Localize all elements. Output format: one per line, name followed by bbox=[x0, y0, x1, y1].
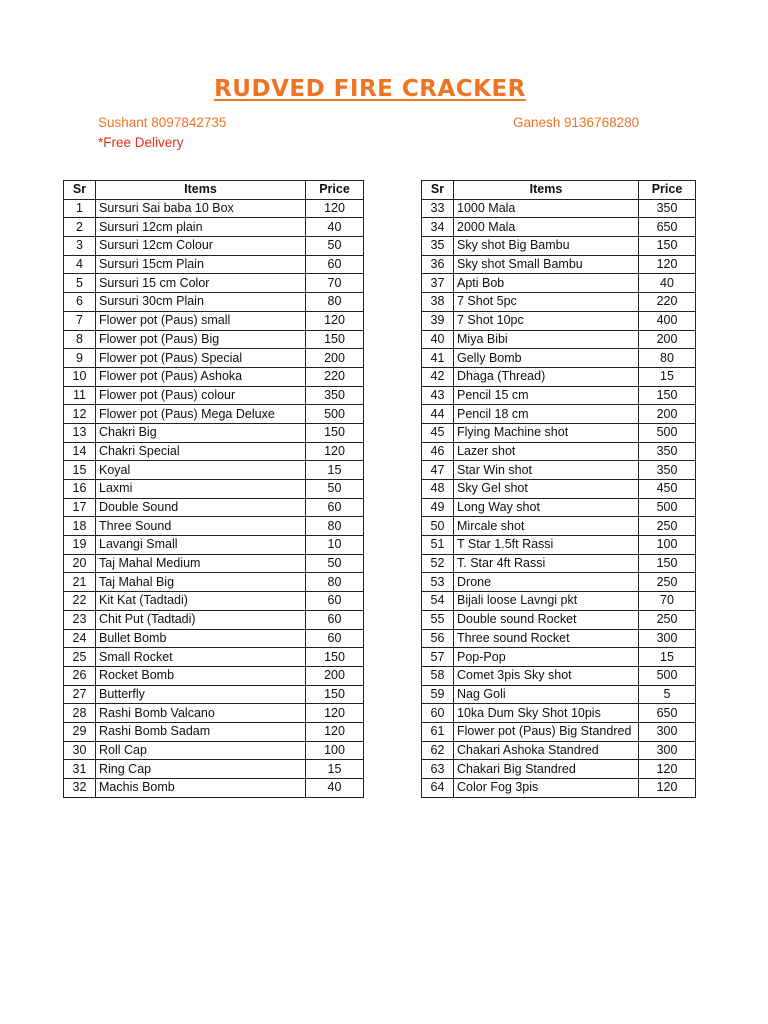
item-cell: Sursuri 15cm Plain bbox=[96, 255, 306, 274]
price-cell: 150 bbox=[306, 685, 364, 704]
item-cell: Color Fog 3pis bbox=[454, 779, 639, 798]
table-row bbox=[422, 330, 696, 349]
sr-cell: 64 bbox=[422, 779, 454, 798]
price-cell: 100 bbox=[306, 741, 364, 760]
item-cell: Apti Bob bbox=[454, 274, 639, 293]
item-cell: 7 Shot 10pc bbox=[454, 311, 639, 330]
sr-cell: 19 bbox=[64, 536, 96, 555]
right-table-body bbox=[422, 199, 696, 797]
price-cell: 40 bbox=[639, 274, 696, 293]
sr-cell: 28 bbox=[64, 704, 96, 723]
table-row bbox=[422, 218, 696, 237]
table-row bbox=[422, 386, 696, 405]
price-cell: 150 bbox=[639, 237, 696, 256]
table-row bbox=[64, 779, 364, 798]
table-row bbox=[422, 461, 696, 480]
table-row bbox=[64, 498, 364, 517]
table-row bbox=[422, 442, 696, 461]
sr-cell: 37 bbox=[422, 274, 454, 293]
table-row bbox=[422, 704, 696, 723]
table-row bbox=[64, 573, 364, 592]
item-cell: 2000 Mala bbox=[454, 218, 639, 237]
price-cell: 350 bbox=[639, 461, 696, 480]
table-row bbox=[422, 349, 696, 368]
price-cell: 150 bbox=[639, 386, 696, 405]
price-cell: 500 bbox=[639, 423, 696, 442]
item-cell: Flower pot (Paus) Big bbox=[96, 330, 306, 349]
table-row bbox=[64, 423, 364, 442]
table-row bbox=[64, 666, 364, 685]
sr-cell: 12 bbox=[64, 405, 96, 424]
table-row bbox=[64, 330, 364, 349]
table-row bbox=[64, 517, 364, 536]
price-cell: 5 bbox=[639, 685, 696, 704]
table-row bbox=[64, 199, 364, 218]
price-cell: 80 bbox=[306, 293, 364, 312]
header-sr: Sr bbox=[64, 181, 96, 200]
sr-cell: 46 bbox=[422, 442, 454, 461]
header-sr: Sr bbox=[422, 181, 454, 200]
price-cell: 500 bbox=[639, 666, 696, 685]
table-row bbox=[64, 405, 364, 424]
sr-cell: 60 bbox=[422, 704, 454, 723]
price-cell: 70 bbox=[306, 274, 364, 293]
price-cell: 15 bbox=[639, 367, 696, 386]
sr-cell: 10 bbox=[64, 367, 96, 386]
item-cell: Star Win shot bbox=[454, 461, 639, 480]
price-cell: 200 bbox=[639, 330, 696, 349]
item-cell: Chakri Special bbox=[96, 442, 306, 461]
table-row bbox=[422, 573, 696, 592]
table-row bbox=[422, 648, 696, 667]
item-cell: Flower pot (Paus) Ashoka bbox=[96, 367, 306, 386]
item-cell: Pop-Pop bbox=[454, 648, 639, 667]
price-cell: 60 bbox=[306, 592, 364, 611]
price-cell: 300 bbox=[639, 629, 696, 648]
table-row bbox=[422, 685, 696, 704]
price-table-right bbox=[421, 180, 696, 798]
price-cell: 40 bbox=[306, 218, 364, 237]
sr-cell: 27 bbox=[64, 685, 96, 704]
table-row bbox=[422, 367, 696, 386]
table-row bbox=[64, 610, 364, 629]
item-cell: T. Star 4ft Rassi bbox=[454, 554, 639, 573]
price-cell: 150 bbox=[306, 330, 364, 349]
item-cell: Sky shot Small Bambu bbox=[454, 255, 639, 274]
item-cell: Lavangi Small bbox=[96, 536, 306, 555]
header-items: Items bbox=[96, 181, 306, 200]
price-cell: 60 bbox=[306, 498, 364, 517]
sr-cell: 57 bbox=[422, 648, 454, 667]
table-row bbox=[422, 199, 696, 218]
table-row bbox=[422, 405, 696, 424]
item-cell: Ring Cap bbox=[96, 760, 306, 779]
price-cell: 650 bbox=[639, 704, 696, 723]
table-row bbox=[422, 423, 696, 442]
item-cell: Flower pot (Paus) Mega Deluxe bbox=[96, 405, 306, 424]
price-cell: 80 bbox=[639, 349, 696, 368]
contact-ganesh: Ganesh 9136768280 bbox=[513, 115, 640, 130]
sr-cell: 53 bbox=[422, 573, 454, 592]
table-row bbox=[64, 592, 364, 611]
price-cell: 40 bbox=[306, 779, 364, 798]
sr-cell: 1 bbox=[64, 199, 96, 218]
sr-cell: 25 bbox=[64, 648, 96, 667]
item-cell: Small Rocket bbox=[96, 648, 306, 667]
price-cell: 60 bbox=[306, 610, 364, 629]
sr-cell: 61 bbox=[422, 722, 454, 741]
sr-cell: 9 bbox=[64, 349, 96, 368]
free-delivery-note: *Free Delivery bbox=[98, 135, 184, 150]
item-cell: Pencil 15 cm bbox=[454, 386, 639, 405]
price-cell: 200 bbox=[639, 405, 696, 424]
header-items: Items bbox=[454, 181, 639, 200]
table-row bbox=[422, 666, 696, 685]
sr-cell: 38 bbox=[422, 293, 454, 312]
table-row bbox=[64, 442, 364, 461]
sr-cell: 43 bbox=[422, 386, 454, 405]
item-cell: Sky Gel shot bbox=[454, 480, 639, 499]
table-row bbox=[64, 536, 364, 555]
table-row bbox=[422, 311, 696, 330]
price-cell: 500 bbox=[639, 498, 696, 517]
price-cell: 220 bbox=[306, 367, 364, 386]
item-cell: 7 Shot 5pc bbox=[454, 293, 639, 312]
sr-cell: 5 bbox=[64, 274, 96, 293]
sr-cell: 2 bbox=[64, 218, 96, 237]
sr-cell: 30 bbox=[64, 741, 96, 760]
header-price: Price bbox=[306, 181, 364, 200]
table-row bbox=[422, 741, 696, 760]
price-cell: 400 bbox=[639, 311, 696, 330]
price-cell: 300 bbox=[639, 722, 696, 741]
table-row bbox=[422, 293, 696, 312]
item-cell: Roll Cap bbox=[96, 741, 306, 760]
sr-cell: 22 bbox=[64, 592, 96, 611]
price-cell: 220 bbox=[639, 293, 696, 312]
sr-cell: 36 bbox=[422, 255, 454, 274]
price-cell: 15 bbox=[639, 648, 696, 667]
sr-cell: 11 bbox=[64, 386, 96, 405]
table-row bbox=[422, 610, 696, 629]
price-cell: 250 bbox=[639, 573, 696, 592]
table-row bbox=[64, 274, 364, 293]
table-row bbox=[64, 760, 364, 779]
item-cell: Kit Kat (Tadtadi) bbox=[96, 592, 306, 611]
table-row bbox=[422, 779, 696, 798]
price-cell: 120 bbox=[306, 722, 364, 741]
price-cell: 300 bbox=[639, 741, 696, 760]
price-cell: 60 bbox=[306, 629, 364, 648]
price-cell: 120 bbox=[639, 255, 696, 274]
sr-cell: 41 bbox=[422, 349, 454, 368]
price-cell: 350 bbox=[639, 442, 696, 461]
sr-cell: 42 bbox=[422, 367, 454, 386]
table-row bbox=[422, 255, 696, 274]
sr-cell: 14 bbox=[64, 442, 96, 461]
sr-cell: 18 bbox=[64, 517, 96, 536]
item-cell: Lazer shot bbox=[454, 442, 639, 461]
price-table-left bbox=[63, 180, 364, 798]
contact-sushant: Sushant 8097842735 bbox=[98, 115, 227, 130]
price-cell: 150 bbox=[306, 423, 364, 442]
price-cell: 120 bbox=[306, 704, 364, 723]
item-cell: T Star 1.5ft Rassi bbox=[454, 536, 639, 555]
item-cell: Dhaga (Thread) bbox=[454, 367, 639, 386]
table-row bbox=[64, 741, 364, 760]
item-cell: Gelly Bomb bbox=[454, 349, 639, 368]
table-row bbox=[422, 629, 696, 648]
sr-cell: 26 bbox=[64, 666, 96, 685]
sr-cell: 21 bbox=[64, 573, 96, 592]
sr-cell: 48 bbox=[422, 480, 454, 499]
item-cell: Koyal bbox=[96, 461, 306, 480]
item-cell: Chit Put (Tadtadi) bbox=[96, 610, 306, 629]
item-cell: Flower pot (Paus) Special bbox=[96, 349, 306, 368]
price-cell: 200 bbox=[306, 666, 364, 685]
price-cell: 80 bbox=[306, 517, 364, 536]
item-cell: 1000 Mala bbox=[454, 199, 639, 218]
item-cell: Chakari Big Standred bbox=[454, 760, 639, 779]
table-row bbox=[64, 311, 364, 330]
price-cell: 150 bbox=[306, 648, 364, 667]
item-cell: Butterfly bbox=[96, 685, 306, 704]
sr-cell: 63 bbox=[422, 760, 454, 779]
sr-cell: 35 bbox=[422, 237, 454, 256]
item-cell: Comet 3pis Sky shot bbox=[454, 666, 639, 685]
price-cell: 120 bbox=[306, 199, 364, 218]
item-cell: Double sound Rocket bbox=[454, 610, 639, 629]
sr-cell: 3 bbox=[64, 237, 96, 256]
item-cell: Sursuri 30cm Plain bbox=[96, 293, 306, 312]
table-row bbox=[64, 349, 364, 368]
price-cell: 50 bbox=[306, 480, 364, 499]
sr-cell: 31 bbox=[64, 760, 96, 779]
table-row bbox=[422, 592, 696, 611]
price-cell: 350 bbox=[306, 386, 364, 405]
sr-cell: 16 bbox=[64, 480, 96, 499]
sr-cell: 15 bbox=[64, 461, 96, 480]
sr-cell: 44 bbox=[422, 405, 454, 424]
table-row bbox=[64, 629, 364, 648]
table-row bbox=[64, 648, 364, 667]
left-table-body bbox=[64, 199, 364, 797]
item-cell: Sursuri Sai baba 10 Box bbox=[96, 199, 306, 218]
price-cell: 50 bbox=[306, 237, 364, 256]
price-cell: 120 bbox=[639, 760, 696, 779]
item-cell: Taj Mahal Big bbox=[96, 573, 306, 592]
price-cell: 650 bbox=[639, 218, 696, 237]
price-cell: 150 bbox=[639, 554, 696, 573]
item-cell: Bullet Bomb bbox=[96, 629, 306, 648]
sr-cell: 6 bbox=[64, 293, 96, 312]
price-cell: 100 bbox=[639, 536, 696, 555]
sr-cell: 49 bbox=[422, 498, 454, 517]
table-row bbox=[64, 480, 364, 499]
table-row bbox=[64, 722, 364, 741]
price-cell: 80 bbox=[306, 573, 364, 592]
table-header-row bbox=[64, 181, 364, 200]
price-cell: 15 bbox=[306, 461, 364, 480]
sr-cell: 56 bbox=[422, 629, 454, 648]
item-cell: Flower pot (Paus) small bbox=[96, 311, 306, 330]
table-row bbox=[422, 480, 696, 499]
table-row bbox=[64, 685, 364, 704]
sr-cell: 62 bbox=[422, 741, 454, 760]
item-cell: Three sound Rocket bbox=[454, 629, 639, 648]
table-row bbox=[64, 704, 364, 723]
price-cell: 120 bbox=[306, 442, 364, 461]
item-cell: Flying Machine shot bbox=[454, 423, 639, 442]
price-cell: 350 bbox=[639, 199, 696, 218]
item-cell: Laxmi bbox=[96, 480, 306, 499]
item-cell: Double Sound bbox=[96, 498, 306, 517]
item-cell: Long Way shot bbox=[454, 498, 639, 517]
table-row bbox=[64, 255, 364, 274]
sr-cell: 40 bbox=[422, 330, 454, 349]
sr-cell: 47 bbox=[422, 461, 454, 480]
item-cell: 10ka Dum Sky Shot 10pis bbox=[454, 704, 639, 723]
item-cell: Chakari Ashoka Standred bbox=[454, 741, 639, 760]
item-cell: Chakri Big bbox=[96, 423, 306, 442]
price-cell: 10 bbox=[306, 536, 364, 555]
sr-cell: 13 bbox=[64, 423, 96, 442]
sr-cell: 51 bbox=[422, 536, 454, 555]
price-cell: 15 bbox=[306, 760, 364, 779]
sr-cell: 17 bbox=[64, 498, 96, 517]
item-cell: Flower pot (Paus) colour bbox=[96, 386, 306, 405]
item-cell: Pencil 18 cm bbox=[454, 405, 639, 424]
price-cell: 200 bbox=[306, 349, 364, 368]
table-row bbox=[422, 517, 696, 536]
sr-cell: 59 bbox=[422, 685, 454, 704]
table-row bbox=[64, 386, 364, 405]
sr-cell: 50 bbox=[422, 517, 454, 536]
item-cell: Three Sound bbox=[96, 517, 306, 536]
sr-cell: 32 bbox=[64, 779, 96, 798]
sr-cell: 39 bbox=[422, 311, 454, 330]
sr-cell: 34 bbox=[422, 218, 454, 237]
price-cell: 50 bbox=[306, 554, 364, 573]
item-cell: Rashi Bomb Sadam bbox=[96, 722, 306, 741]
item-cell: Bijali loose Lavngi pkt bbox=[454, 592, 639, 611]
sr-cell: 55 bbox=[422, 610, 454, 629]
table-row bbox=[422, 536, 696, 555]
price-cell: 70 bbox=[639, 592, 696, 611]
table-row bbox=[64, 293, 364, 312]
table-row bbox=[64, 554, 364, 573]
table-row bbox=[64, 461, 364, 480]
header-price: Price bbox=[639, 181, 696, 200]
item-cell: Drone bbox=[454, 573, 639, 592]
sr-cell: 45 bbox=[422, 423, 454, 442]
table-row bbox=[422, 498, 696, 517]
sr-cell: 33 bbox=[422, 199, 454, 218]
table-row bbox=[422, 274, 696, 293]
sr-cell: 52 bbox=[422, 554, 454, 573]
item-cell: Flower pot (Paus) Big Standred bbox=[454, 722, 639, 741]
sr-cell: 20 bbox=[64, 554, 96, 573]
sr-cell: 7 bbox=[64, 311, 96, 330]
table-row bbox=[64, 367, 364, 386]
item-cell: Sursuri 15 cm Color bbox=[96, 274, 306, 293]
table-header-row bbox=[422, 181, 696, 200]
item-cell: Mircale shot bbox=[454, 517, 639, 536]
sr-cell: 29 bbox=[64, 722, 96, 741]
item-cell: Nag Goli bbox=[454, 685, 639, 704]
sr-cell: 23 bbox=[64, 610, 96, 629]
table-row bbox=[422, 722, 696, 741]
price-cell: 250 bbox=[639, 610, 696, 629]
table-row bbox=[422, 554, 696, 573]
item-cell: Miya Bibi bbox=[454, 330, 639, 349]
item-cell: Rocket Bomb bbox=[96, 666, 306, 685]
item-cell: Rashi Bomb Valcano bbox=[96, 704, 306, 723]
price-cell: 250 bbox=[639, 517, 696, 536]
sr-cell: 8 bbox=[64, 330, 96, 349]
price-cell: 120 bbox=[639, 779, 696, 798]
sr-cell: 54 bbox=[422, 592, 454, 611]
item-cell: Taj Mahal Medium bbox=[96, 554, 306, 573]
item-cell: Machis Bomb bbox=[96, 779, 306, 798]
table-row bbox=[422, 760, 696, 779]
item-cell: Sursuri 12cm Colour bbox=[96, 237, 306, 256]
table-row bbox=[64, 218, 364, 237]
table-row bbox=[64, 237, 364, 256]
item-cell: Sky shot Big Bambu bbox=[454, 237, 639, 256]
price-cell: 60 bbox=[306, 255, 364, 274]
sr-cell: 24 bbox=[64, 629, 96, 648]
sr-cell: 4 bbox=[64, 255, 96, 274]
price-cell: 500 bbox=[306, 405, 364, 424]
item-cell: Sursuri 12cm plain bbox=[96, 218, 306, 237]
page-title: RUDVED FIRE CRACKER bbox=[214, 76, 526, 102]
price-cell: 450 bbox=[639, 480, 696, 499]
table-row bbox=[422, 237, 696, 256]
price-cell: 120 bbox=[306, 311, 364, 330]
sr-cell: 58 bbox=[422, 666, 454, 685]
